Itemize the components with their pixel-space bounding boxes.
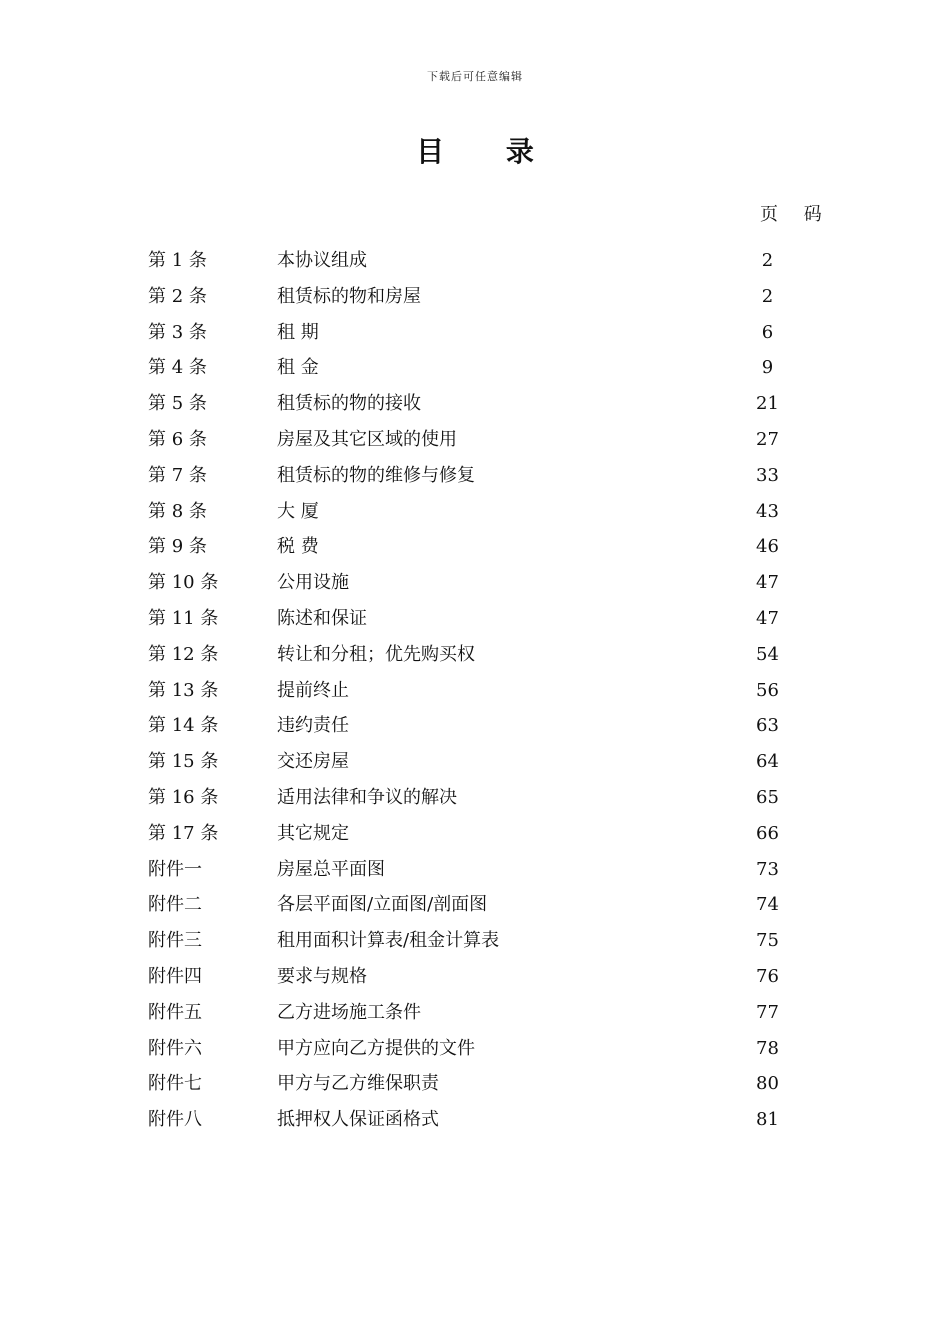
toc-entry-number: 第 6 条 — [148, 428, 207, 450]
toc-entry[interactable] — [0, 601, 950, 637]
toc-entry-title: 本协议组成 — [277, 250, 367, 271]
toc-entry-number: 第 10 条 — [148, 572, 219, 594]
toc-entry-title: 提前终止 — [277, 679, 349, 701]
toc-entry[interactable] — [0, 637, 950, 673]
toc-entry-number: 第 4 条 — [148, 357, 207, 379]
toc-entry[interactable] — [0, 529, 950, 565]
toc-entry-page: 47 — [756, 572, 779, 594]
toc-entry-title: 交还房屋 — [277, 751, 349, 773]
toc-entry[interactable] — [0, 279, 950, 315]
toc-entry[interactable] — [0, 923, 950, 959]
toc-entry[interactable] — [0, 386, 950, 422]
toc-entry[interactable] — [0, 995, 950, 1031]
toc-entry-title: 房屋及其它区域的使用 — [277, 428, 457, 450]
toc-entry-page: 75 — [756, 930, 779, 952]
toc-entry-number: 第 2 条 — [148, 285, 207, 307]
toc-entry[interactable] — [0, 708, 950, 744]
toc-entry[interactable] — [0, 780, 950, 816]
toc-entry-title: 转让和分租；优先购买权 — [277, 643, 475, 665]
page-title: 目 录 — [416, 135, 560, 168]
toc-entry-number: 附件七 — [148, 1073, 202, 1095]
toc-entry-title: 房屋总平面图 — [277, 858, 385, 880]
toc-entry-page: 64 — [756, 751, 779, 773]
toc-entry-title: 乙方进场施工条件 — [277, 1001, 421, 1023]
toc-entry-page: 2 — [761, 250, 774, 271]
toc-entry-page: 80 — [756, 1073, 779, 1095]
toc-entry-page: 74 — [756, 894, 779, 916]
toc-entry[interactable] — [0, 959, 950, 995]
toc-entry[interactable] — [0, 350, 950, 386]
toc-entry-page: 46 — [756, 536, 779, 558]
header-note: 下载后可任意编辑 — [427, 70, 523, 83]
toc-entry-title: 其它规定 — [277, 822, 349, 844]
table-of-contents — [0, 243, 950, 1138]
toc-entry-number: 第 17 条 — [148, 822, 219, 844]
toc-entry-title: 甲方与乙方维保职责 — [277, 1073, 439, 1095]
toc-entry-number: 第 16 条 — [148, 786, 219, 808]
toc-entry-page: 27 — [756, 428, 779, 450]
toc-entry-title: 要求与规格 — [277, 965, 367, 987]
toc-entry-page: 47 — [756, 607, 779, 629]
toc-entry[interactable] — [0, 744, 950, 780]
page-number-column-label: 页 码 — [760, 204, 832, 225]
toc-entry[interactable] — [0, 1031, 950, 1067]
toc-entry-number: 第 12 条 — [148, 643, 219, 665]
toc-entry-title: 租赁标的物和房屋 — [277, 285, 421, 307]
toc-entry-page: 2 — [761, 285, 774, 307]
toc-entry-title: 适用法律和争议的解决 — [277, 786, 457, 808]
toc-entry-page: 54 — [756, 643, 779, 665]
toc-entry-title: 抵押权人保证函格式 — [277, 1109, 439, 1131]
toc-entry-number: 第 8 条 — [148, 500, 207, 522]
toc-entry[interactable] — [0, 852, 950, 888]
toc-entry-number: 第 1 条 — [148, 250, 207, 271]
toc-entry-page: 21 — [756, 393, 779, 415]
toc-entry[interactable] — [0, 494, 950, 530]
toc-entry-page: 56 — [756, 679, 779, 701]
toc-entry-number: 附件三 — [148, 930, 202, 952]
toc-entry-title: 公用设施 — [277, 572, 349, 594]
toc-entry-page: 66 — [756, 822, 779, 844]
toc-entry-number: 附件二 — [148, 894, 202, 916]
toc-entry-title: 租 金 — [277, 357, 319, 379]
toc-entry-number: 第 9 条 — [148, 536, 207, 558]
toc-entry-title: 租赁标的物的接收 — [277, 393, 421, 415]
toc-entry-number: 附件四 — [148, 965, 202, 987]
toc-entry[interactable] — [0, 458, 950, 494]
toc-entry-page: 33 — [756, 464, 779, 486]
toc-entry-number: 附件六 — [148, 1037, 202, 1059]
toc-entry-title: 税 费 — [277, 536, 319, 558]
toc-entry-title: 陈述和保证 — [277, 607, 367, 629]
toc-entry-number: 附件五 — [148, 1001, 202, 1023]
toc-entry[interactable] — [0, 565, 950, 601]
toc-entry-title: 租赁标的物的维修与修复 — [277, 464, 475, 486]
toc-entry[interactable] — [0, 673, 950, 709]
toc-entry-number: 第 11 条 — [148, 607, 219, 629]
toc-entry-page: 6 — [761, 321, 774, 343]
toc-entry-number: 第 14 条 — [148, 715, 219, 737]
toc-entry-title: 违约责任 — [277, 715, 349, 737]
toc-entry-number: 第 15 条 — [148, 751, 219, 773]
toc-entry-page: 73 — [756, 858, 779, 880]
toc-entry[interactable] — [0, 422, 950, 458]
toc-entry-title: 租 期 — [277, 321, 319, 343]
toc-entry-title: 租用面积计算表/租金计算表 — [277, 930, 500, 952]
toc-entry-number: 附件八 — [148, 1109, 202, 1131]
toc-entry-number: 第 3 条 — [148, 321, 207, 343]
toc-entry-page: 65 — [756, 786, 779, 808]
toc-entry-title: 各层平面图/立面图/剖面图 — [277, 894, 488, 916]
toc-entry[interactable] — [0, 1066, 950, 1102]
toc-entry[interactable] — [0, 1102, 950, 1138]
toc-entry-number: 第 5 条 — [148, 393, 207, 415]
toc-entry-title: 大 厦 — [277, 500, 319, 522]
toc-entry-title: 甲方应向乙方提供的文件 — [277, 1037, 475, 1059]
toc-entry-page: 77 — [756, 1001, 779, 1023]
toc-entry-number: 附件一 — [148, 858, 202, 880]
toc-entry-page: 81 — [756, 1109, 779, 1131]
toc-entry-number: 第 13 条 — [148, 679, 219, 701]
toc-entry[interactable] — [0, 887, 950, 923]
toc-entry-number: 第 7 条 — [148, 464, 207, 486]
toc-entry[interactable] — [0, 816, 950, 852]
toc-entry-page: 9 — [761, 357, 774, 379]
toc-entry-page: 78 — [756, 1037, 779, 1059]
toc-entry[interactable] — [0, 243, 950, 279]
toc-entry-page: 63 — [756, 715, 779, 737]
toc-entry-page: 43 — [756, 500, 779, 522]
toc-entry-page: 76 — [756, 965, 779, 987]
toc-entry[interactable] — [0, 315, 950, 351]
